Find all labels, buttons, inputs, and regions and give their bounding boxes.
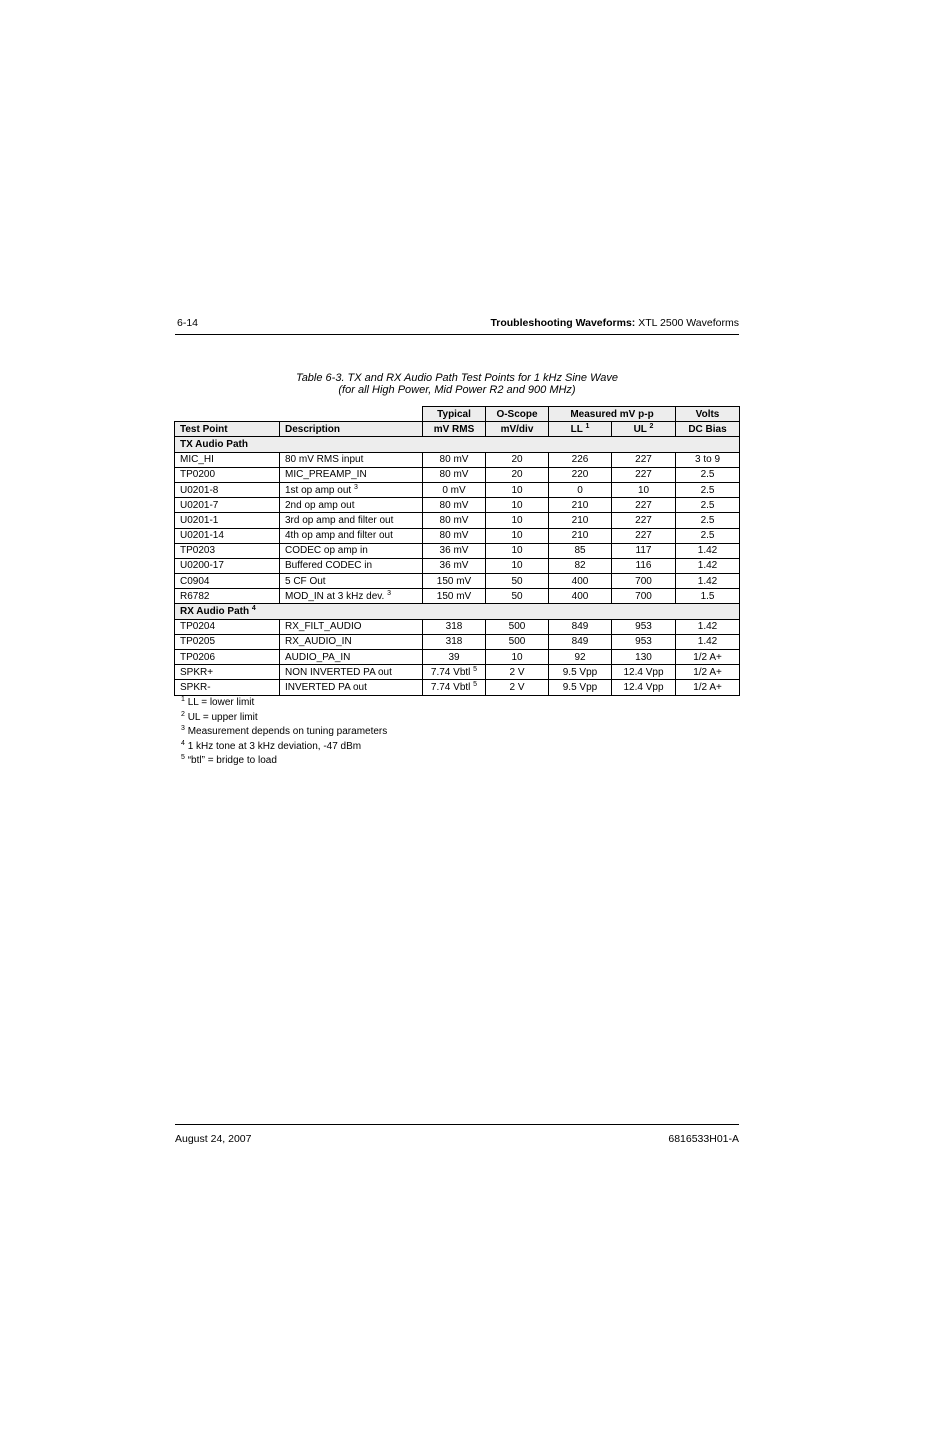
description-text: INVERTED PA out [285,681,367,693]
cell-test-point: R6782 [175,589,280,604]
header-volts: Volts [676,407,740,422]
typical-text: 36 mV [439,545,469,557]
table-row [175,665,740,680]
cell-ul: 227 [612,467,676,482]
cell-test-point: U0201-7 [175,498,280,513]
cell-dc-bias: 1.42 [676,543,740,558]
cell-test-point: TP0203 [175,543,280,558]
description-text: 2nd op amp out [285,499,355,511]
footnote-number: 4 [181,739,185,747]
cell-ul: 953 [612,634,676,649]
cell-dc-bias: 1.42 [676,634,740,649]
cell-ll: 9.5 Vpp [549,680,612,695]
footnote-text: “btl” = bridge to load [187,755,277,767]
cell-description [280,482,423,497]
cell-description [280,650,423,665]
typical-text: 7.74 Vbtl [430,681,471,693]
cell-typical [423,680,486,695]
typical-text: 39 [448,651,460,663]
cell-typical [423,498,486,513]
cell-ll: 92 [549,650,612,665]
section-title-bold: Troubleshooting Waveforms: [490,317,636,329]
description-text: MOD_IN at 3 kHz dev. [285,590,385,602]
cell-description [280,543,423,558]
cell-dc-bias: 2.5 [676,513,740,528]
cell-description [280,528,423,543]
cell-ul: 130 [612,650,676,665]
table-row [175,680,740,695]
cell-typical [423,619,486,634]
cell-test-point: SPKR+ [175,665,280,680]
cell-test-point: TP0204 [175,619,280,634]
cell-oscope: 20 [486,467,549,482]
footnote [181,711,258,726]
cell-ll: 9.5 Vpp [549,665,612,680]
footer-rule [175,1124,739,1125]
cell-typical [423,634,486,649]
table-row [175,650,740,665]
cell-ul: 12.4 Vpp [612,680,676,695]
footnote-text: LL = lower limit [187,697,255,708]
description-text: NON INVERTED PA out [285,666,392,678]
header-ul-sup: 2 [649,422,654,430]
description-text: 1st op amp out [285,484,352,496]
table-row [175,574,740,589]
cell-ul: 117 [612,543,676,558]
cell-dc-bias: 2.5 [676,482,740,497]
cell-test-point: U0201-1 [175,513,280,528]
cell-typical [423,558,486,573]
cell-dc-bias: 1.42 [676,574,740,589]
cell-ll: 210 [549,513,612,528]
cell-description [280,665,423,680]
description-text: 5 CF Out [285,575,326,587]
footnote-text: UL = upper limit [187,711,258,723]
cell-ul: 227 [612,513,676,528]
footnote-number: 3 [181,725,185,733]
cell-ll: 210 [549,498,612,513]
cell-ul: 12.4 Vpp [612,665,676,680]
section-row [175,437,740,452]
cell-test-point: TP0205 [175,634,280,649]
typical-text: 318 [445,621,463,633]
page-footer [175,1133,739,1147]
header-ll-sup: 1 [585,422,590,430]
header-mv-rms: mV RMS [423,422,486,437]
section-row [175,604,740,619]
typical-text: 80 mV [439,530,469,542]
header-test-point: Test Point [175,422,280,437]
cell-oscope: 50 [486,574,549,589]
header-row-1 [175,407,740,422]
cell-typical [423,665,486,680]
cell-dc-bias: 2.5 [676,467,740,482]
header-oscope: O-Scope [486,407,549,422]
header-ll-text: LL [570,423,583,435]
cell-ll: 210 [549,528,612,543]
header-mv-div: mV/div [486,422,549,437]
cell-ll: 85 [549,543,612,558]
cell-oscope: 50 [486,589,549,604]
cell-dc-bias: 2.5 [676,528,740,543]
typical-text: 80 mV [439,499,469,511]
cell-oscope: 500 [486,619,549,634]
cell-oscope: 20 [486,452,549,467]
section-title-sup: 4 [251,605,256,613]
cell-test-point: TP0200 [175,467,280,482]
cell-typical [423,650,486,665]
cell-test-point: C0904 [175,574,280,589]
cell-ll: 82 [549,558,612,573]
header-typical: Typical [423,407,486,422]
table-row [175,634,740,649]
cell-test-point: U0201-8 [175,482,280,497]
cell-typical [423,467,486,482]
cell-test-point: U0200-17 [175,558,280,573]
cell-test-point: U0201-14 [175,528,280,543]
cell-ul: 227 [612,452,676,467]
footnote-number: 1 [181,696,185,703]
cell-ll: 0 [549,482,612,497]
cell-description [280,634,423,649]
cell-ul: 700 [612,589,676,604]
table-row [175,589,740,604]
typical-text: 0 mV [442,484,466,496]
cell-description [280,513,423,528]
typical-text: 318 [445,636,463,648]
description-text: CODEC op amp in [285,545,368,557]
section-title: RX Audio Path [180,606,250,618]
footer-date: August 24, 2007 [175,1133,252,1145]
table-row [175,558,740,573]
page-header [175,317,739,331]
section-title: TX Audio Path [180,438,248,450]
cell-dc-bias: 1.42 [676,558,740,573]
footnote-text: Measurement depends on tuning parameters [187,726,388,738]
typical-text: 80 mV [439,514,469,526]
cell-oscope: 10 [486,513,549,528]
cell-oscope: 10 [486,528,549,543]
table-row [175,452,740,467]
table-row [175,467,740,482]
cell-oscope: 10 [486,482,549,497]
table-row [175,513,740,528]
description-text: MIC_PREAMP_IN [285,469,367,481]
cell-ll: 220 [549,467,612,482]
cell-typical [423,513,486,528]
caption-line-1: Table 6-3. TX and RX Audio Path Test Points for 1 kHz Sine Wave [295,372,619,384]
footnote [181,740,361,755]
header-ll [549,422,612,437]
cell-typical [423,452,486,467]
cell-dc-bias: 1/2 A+ [676,650,740,665]
table-row [175,498,740,513]
description-sup: 3 [353,483,358,491]
cell-description [280,589,423,604]
description-text: 4th op amp and filter out [285,530,393,542]
cell-description [280,680,423,695]
cell-oscope: 2 V [486,680,549,695]
footnote [181,754,277,769]
typical-sup: 5 [473,665,478,673]
typical-text: 7.74 Vbtl [430,666,471,678]
cell-typical [423,543,486,558]
cell-oscope: 500 [486,634,549,649]
cell-oscope: 2 V [486,665,549,680]
cell-typical [423,574,486,589]
cell-ul: 700 [612,574,676,589]
cell-ul: 116 [612,558,676,573]
header-ul-text: UL [633,423,647,435]
cell-ul: 953 [612,619,676,634]
cell-test-point: SPKR- [175,680,280,695]
cell-typical [423,528,486,543]
cell-dc-bias: 1/2 A+ [676,680,740,695]
cell-ll: 849 [549,619,612,634]
header-description: Description [280,422,423,437]
cell-description [280,498,423,513]
footer-doc-number: 6816533H01-A [668,1133,739,1145]
page-number: 6-14 [177,317,199,329]
cell-ll: 400 [549,574,612,589]
section-title-cell [175,437,740,452]
test-point-table [174,406,740,696]
cell-oscope: 10 [486,558,549,573]
footnote-text: 1 kHz tone at 3 kHz deviation, -47 dBm [187,740,362,752]
description-text: 80 mV RMS input [285,454,364,466]
cell-ll: 400 [549,589,612,604]
cell-description [280,619,423,634]
typical-text: 150 mV [436,575,472,587]
header-dc-bias: DC Bias [676,422,740,437]
caption-line-2: (for all High Power, Mid Power R2 and 900 MHz) [338,384,576,396]
cell-ul: 227 [612,528,676,543]
section-title-rest: XTL 2500 Waveforms [635,317,739,329]
footnote-number: 5 [181,754,185,762]
footnote [181,725,387,740]
cell-description [280,574,423,589]
section-title-cell [175,604,740,619]
cell-ul: 10 [612,482,676,497]
cell-description [280,452,423,467]
header-rule [175,334,739,335]
description-text: RX_AUDIO_IN [285,636,352,648]
cell-test-point: TP0206 [175,650,280,665]
description-text: RX_FILT_AUDIO [285,621,362,633]
header-blank [175,407,423,422]
header-measured: Measured mV p-p [549,407,676,422]
typical-sup: 5 [473,680,478,688]
cell-description [280,558,423,573]
description-sup: 3 [387,589,391,597]
cell-oscope: 10 [486,543,549,558]
cell-dc-bias: 1.42 [676,619,740,634]
cell-oscope: 10 [486,498,549,513]
cell-oscope: 10 [486,650,549,665]
header-row-2 [175,422,740,437]
description-text: Buffered CODEC in [285,560,373,572]
cell-dc-bias: 1/2 A+ [676,665,740,680]
cell-ll: 226 [549,452,612,467]
cell-ul: 227 [612,498,676,513]
typical-text: 80 mV [439,469,469,481]
description-text: AUDIO_PA_IN [285,651,351,663]
typical-text: 150 mV [436,590,472,602]
cell-description [280,467,423,482]
footnote [181,696,254,711]
cell-test-point: MIC_HI [175,452,280,467]
description-text: 3rd op amp and filter out [285,514,394,526]
table-row [175,619,740,634]
section-title [490,317,739,329]
cell-ll: 849 [549,634,612,649]
cell-dc-bias: 3 to 9 [676,452,740,467]
cell-typical [423,482,486,497]
typical-text: 36 mV [439,560,469,572]
table-row [175,543,740,558]
table-row [175,528,740,543]
typical-text: 80 mV [439,454,469,466]
footnote-number: 2 [181,710,185,718]
cell-dc-bias: 2.5 [676,498,740,513]
table-body [175,437,740,695]
header-ul [612,422,676,437]
cell-typical [423,589,486,604]
table-caption [175,372,739,396]
table-row [175,482,740,497]
cell-dc-bias: 1.5 [676,589,740,604]
